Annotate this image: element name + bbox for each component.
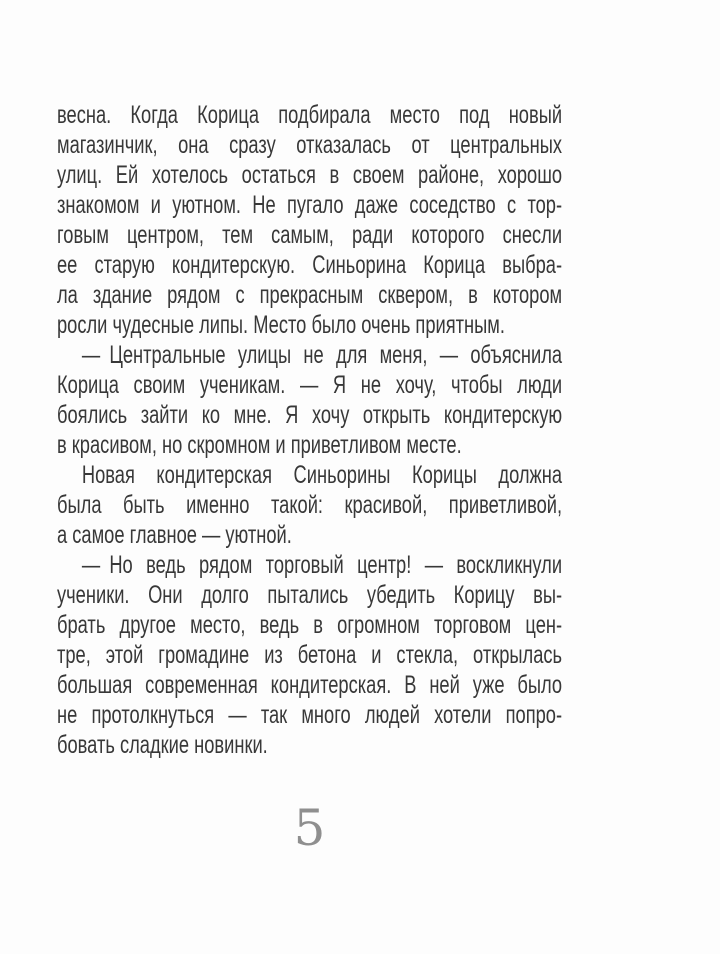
text-line: ла здание рядом с прекрасным сквером, в котором (57, 281, 563, 309)
text-line: Корица своим ученикам. — Я не хочу, чтобы люди (57, 371, 563, 399)
paragraph-4 (57, 550, 562, 760)
text-line: тре, этой громадине из бетона и стекла, открылась (57, 641, 563, 669)
text-line: ученики. Они долго пытались убедить Корицу вы- (57, 581, 563, 609)
text-line: Новая кондитерская Синьорины Корицы должна (81, 461, 563, 489)
text-line: улиц. Ей хотелось остаться в своем районе, хорошо (57, 161, 563, 189)
text-line: бовать сладкие новинки. (57, 731, 268, 759)
text-line: была быть именно такой: красивой, приветливой, (57, 491, 563, 519)
text-line: большая современная кондитерская. В ней уже было (57, 671, 563, 699)
text-line: весна. Когда Корица подбирала место под новый (57, 101, 563, 129)
text-line: брать другое место, ведь в огромном торговом цен- (57, 611, 563, 639)
text-line: не протолкнуться — так много людей хотели попро- (57, 701, 563, 729)
page-text (57, 100, 562, 760)
text-line: магазинчик, она сразу отказалась от центральных (57, 131, 563, 159)
paragraph-2 (57, 340, 562, 460)
text-line: ее старую кондитерскую. Синьорина Корица выбра- (57, 251, 563, 279)
text-line: — Центральные улицы не для меня, — объяснила (81, 341, 563, 369)
text-line: знакомом и уютном. Не пугало даже соседство с тор- (57, 191, 563, 219)
text-line: — Но ведь рядом торговый центр! — воскликнули (81, 551, 563, 579)
text-line: боялись зайти ко мне. Я хочу открыть кондитерскую (57, 401, 563, 429)
text-line: в красивом, но скромном и приветливом месте. (57, 431, 462, 459)
paragraph-3 (57, 460, 562, 550)
text-line: говым центром, тем самым, ради которого снесли (57, 221, 563, 249)
page-number: 5 (293, 799, 326, 857)
text-line: росли чудесные липы. Место было очень приятным. (57, 311, 505, 339)
text-line: а самое главное — уютной. (57, 521, 292, 549)
paragraph-1 (57, 100, 562, 340)
